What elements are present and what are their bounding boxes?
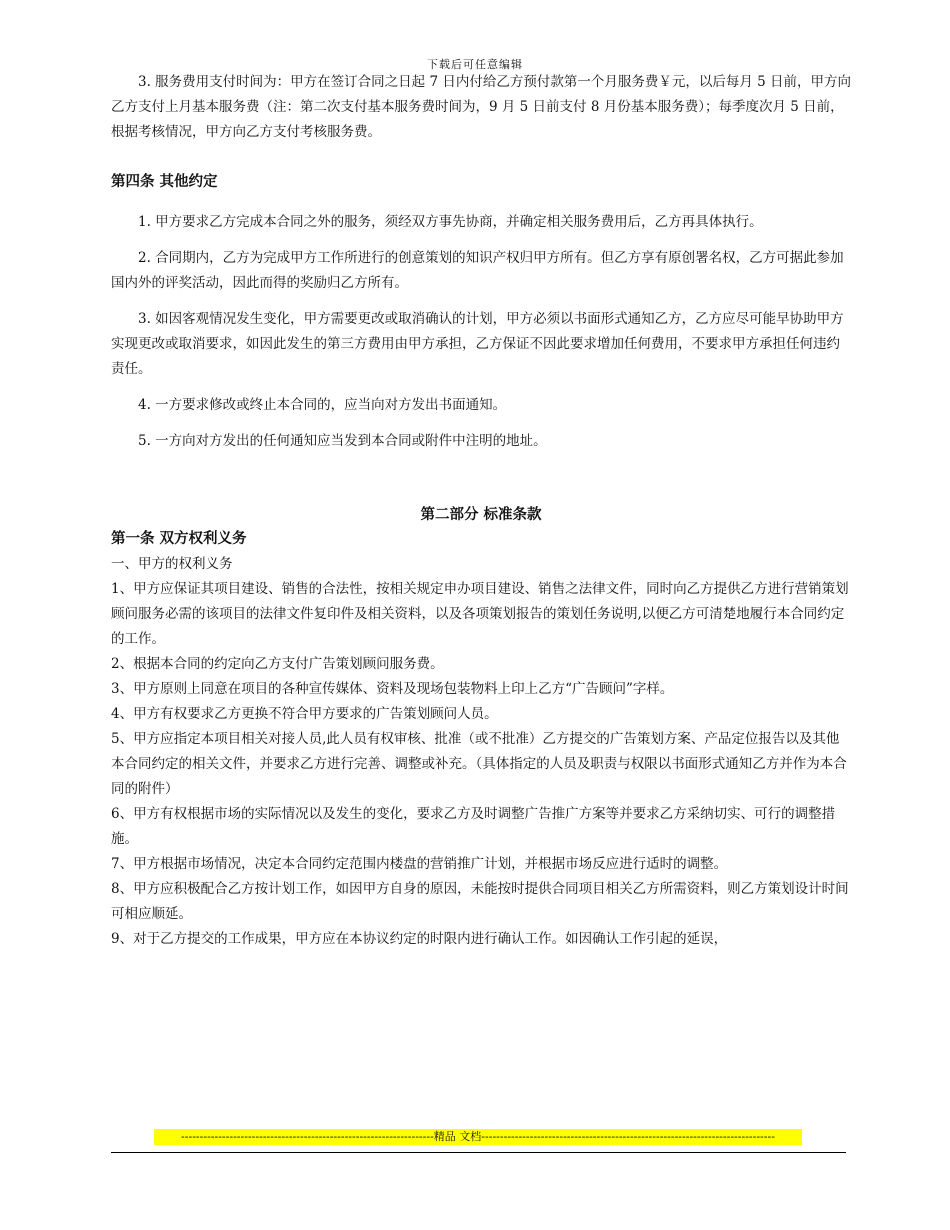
footer-banner: [154, 1129, 802, 1145]
article4-item-2: 2. 合同期内，乙方为完成甲方工作所进行的创意策划的知识产权归甲方所有。但乙方享有原创署名权，乙方可据此参加国内外的评奖活动，因此而得的奖励归乙方所有。: [111, 250, 844, 291]
part2-title: 第二部分 标准条款: [420, 506, 542, 523]
article1-item-2: 2、根据本合同的约定向乙方支付广告策划顾问服务费。: [111, 656, 444, 672]
article4-title: 第四条 其他约定: [111, 173, 218, 190]
article1-item-4: 4、甲方有权要求乙方更换不符合甲方要求的广告策划顾问人员。: [111, 706, 498, 722]
footer-dashes-left: --------------------------------------------------------------------: [181, 1130, 434, 1143]
article4-item-4: 4. 一方要求修改或终止本合同的，应当向对方发出书面通知。: [138, 397, 507, 413]
article4-item-1: 1. 甲方要求乙方完成本合同之外的服务，须经双方事先协商，并确定相关服务费用后，乙方再具体执行。: [138, 214, 763, 230]
article1-item-3: 3、甲方原则上同意在项目的各种宣传媒体、资料及现场包装物料上印上乙方“广告顾问”字样。: [111, 681, 674, 697]
article4-item-5: 5. 一方向对方发出的任何通知应当发到本合同或附件中注明的地址。: [138, 433, 547, 449]
article4-item-3: 3. 如因客观情况发生变化，甲方需要更改或取消确认的计划，甲方必须以书面形式通知乙方，乙方应尽可能早协助甲方实现更改或取消要求，如因此发生的第三方费用由甲方承担，乙方保证不因此要求增加任何费用，不要求甲方承担任何违约责任。: [111, 311, 844, 377]
article1-item-6: 6、甲方有权根据市场的实际情况以及发生的变化，要求乙方及时调整广告推广方案等并要求乙方采纳切实、可行的调整措施。: [111, 806, 836, 847]
payment-time-paragraph: 3. 服务费用支付时间为：甲方在签订合同之日起 7 日内付给乙方预付款第一个月服务费￥元，以后每月 5 日前，甲方向乙方支付上月基本服务费（注：第二次支付基本服务费时间为，9 月 5 日前支付 8 月份基本服务费）；每季度次月 5 日前，根据考核情况，甲方向乙方支付考核服务费。: [111, 74, 852, 140]
article1-item-7: 7、甲方根据市场情况，决定本合同约定范围内楼盘的营销推广计划，并根据市场反应进行适时的调整。: [111, 856, 728, 872]
article1-item-1: 1、甲方应保证其项目建设、销售的合法性，按相关规定申办项目建设、销售之法律文件，同时向乙方提供乙方进行营销策划顾问服务必需的该项目的法律文件复印件及相关资料，以及各项策划报告的策划任务说明,以便乙方可清楚地履行本合同约定的工作。: [111, 581, 849, 647]
article1-item-9: 9、对于乙方提交的工作成果，甲方应在本协议约定的时限内进行确认工作。如因确认工作引起的延误，: [111, 931, 728, 947]
article1-title: 第一条 双方权利义务: [111, 530, 247, 547]
header-note: 下载后可任意编辑: [427, 58, 523, 71]
article1-item-5: 5、甲方应指定本项目相关对接人员,此人员有权审核、批准（或不批准）乙方提交的广告策划方案、产品定位报告以及其他本合同约定的相关文件，并要求乙方进行完善、调整或补充。（具体指定的人员及职责与权限以书面形式通知乙方并作为本合同的附件）: [111, 731, 847, 797]
footer-label: 精品 文档: [433, 1130, 482, 1143]
document-body: [111, 70, 851, 952]
article1-item-8: 8、甲方应积极配合乙方按计划工作，如因甲方自身的原因，未能按时提供合同项目相关乙方所需资料，则乙方策划设计时间可相应顺延。: [111, 881, 849, 922]
footer-divider: [111, 1152, 846, 1153]
article1-subtitle: 一、甲方的权利义务: [111, 556, 233, 572]
footer-dashes-right: -------------------------------------------------------------------------------: [481, 1130, 775, 1143]
